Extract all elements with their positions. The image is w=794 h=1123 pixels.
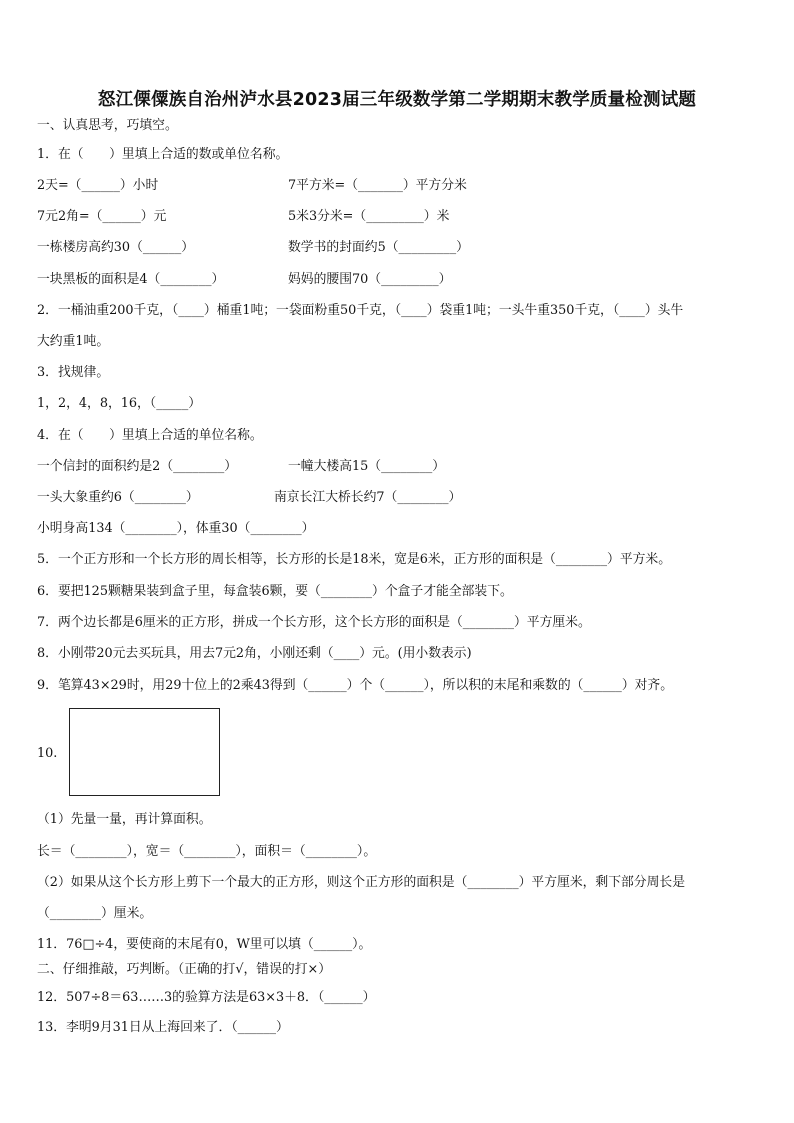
question-1-item-g: 一块黑板的面积是4（________） [37, 272, 225, 287]
question-1-item-d: 5米3分米=（_________）米 [288, 209, 450, 224]
question-4-item-c: 一头大象重约6（________） [37, 490, 199, 505]
question-2-line-2: 大约重1吨。 [37, 334, 110, 349]
question-1-item-a: 2天=（______）小时 [37, 178, 159, 193]
question-4-item-b: 一幢大楼高15（________） [288, 459, 446, 474]
question-3-stem: 3．找规律。 [37, 365, 110, 380]
question-1-item-h: 妈妈的腰围70（_________） [288, 272, 452, 287]
question-7: 7．两个边长都是6厘米的正方形，拼成一个长方形，这个长方形的面积是（________）平方厘米。 [37, 615, 591, 630]
question-4-item-e: 小明身高134（________），体重30（________） [37, 521, 315, 536]
question-4-item-a: 一个信封的面积约是2（________） [37, 459, 238, 474]
question-4-stem: 4．在（ ）里填上合适的单位名称。 [37, 428, 263, 443]
question-10-number: 10. [37, 746, 58, 761]
question-1-item-b: 7平方米=（_______）平方分米 [288, 178, 467, 193]
question-13: 13．李明9月31日从上海回来了．（______） [37, 1020, 289, 1035]
section-heading-1: 一、认真思考，巧填空。 [37, 118, 178, 133]
page-title: 怒江傈僳族自治州泸水县2023届三年级数学第二学期期末教学质量检测试题 [97, 90, 697, 110]
question-10-sub-2-line-1: （2）如果从这个长方形上剪下一个最大的正方形，则这个正方形的面积是（________）平方厘米，剩下部分周长是 [37, 875, 685, 890]
question-12: 12．507÷8＝63……3的验算方法是63×3＋8．（______） [37, 990, 376, 1005]
question-2-line-1: 2．一桶油重200千克，（____）桶重1吨；一袋面粉重50千克，（____）袋重1吨；一头牛重350千克，（____）头牛 [37, 303, 684, 318]
question-11: 11．76□÷4，要使商的末尾有0，W里可以填（______）。 [37, 937, 372, 952]
section-heading-2: 二、仔细推敲，巧判断。（正确的打√，错误的打×） [37, 962, 332, 977]
question-1-item-c: 7元2角=（______）元 [37, 209, 167, 224]
question-10-sub-1: （1）先量一量，再计算面积。 [37, 812, 212, 827]
question-9: 9．笔算43×29时，用29十位上的2乘43得到（______）个（______），所以积的末尾和乘数的（______）对齐。 [37, 678, 674, 693]
question-1-stem: 1．在（ ）里填上合适的数或单位名称。 [37, 147, 289, 162]
question-1-item-e: 一栋楼房高约30（______） [37, 240, 195, 255]
question-8: 8．小刚带20元去买玩具，用去7元2角，小刚还剩（____）元。(用小数表示) [37, 646, 472, 661]
question-5: 5．一个正方形和一个长方形的周长相等，长方形的长是18米，宽是6米，正方形的面积是（________）平方米。 [37, 552, 672, 567]
question-6: 6．要把125颗糖果装到盒子里，每盒装6颗，要（________）个盒子才能全部装下。 [37, 584, 513, 599]
question-3-sequence: 1，2，4，8，16，（_____） [37, 396, 202, 411]
question-4-item-d: 南京长江大桥长约7（________） [274, 490, 462, 505]
question-10-answers: 长＝（________），宽＝（________），面积＝（________）。 [37, 844, 377, 859]
question-10-sub-2-line-2: （________）厘米。 [37, 906, 153, 921]
measure-rectangle-figure [69, 708, 220, 796]
question-1-item-f: 数学书的封面约5（_________） [288, 240, 469, 255]
